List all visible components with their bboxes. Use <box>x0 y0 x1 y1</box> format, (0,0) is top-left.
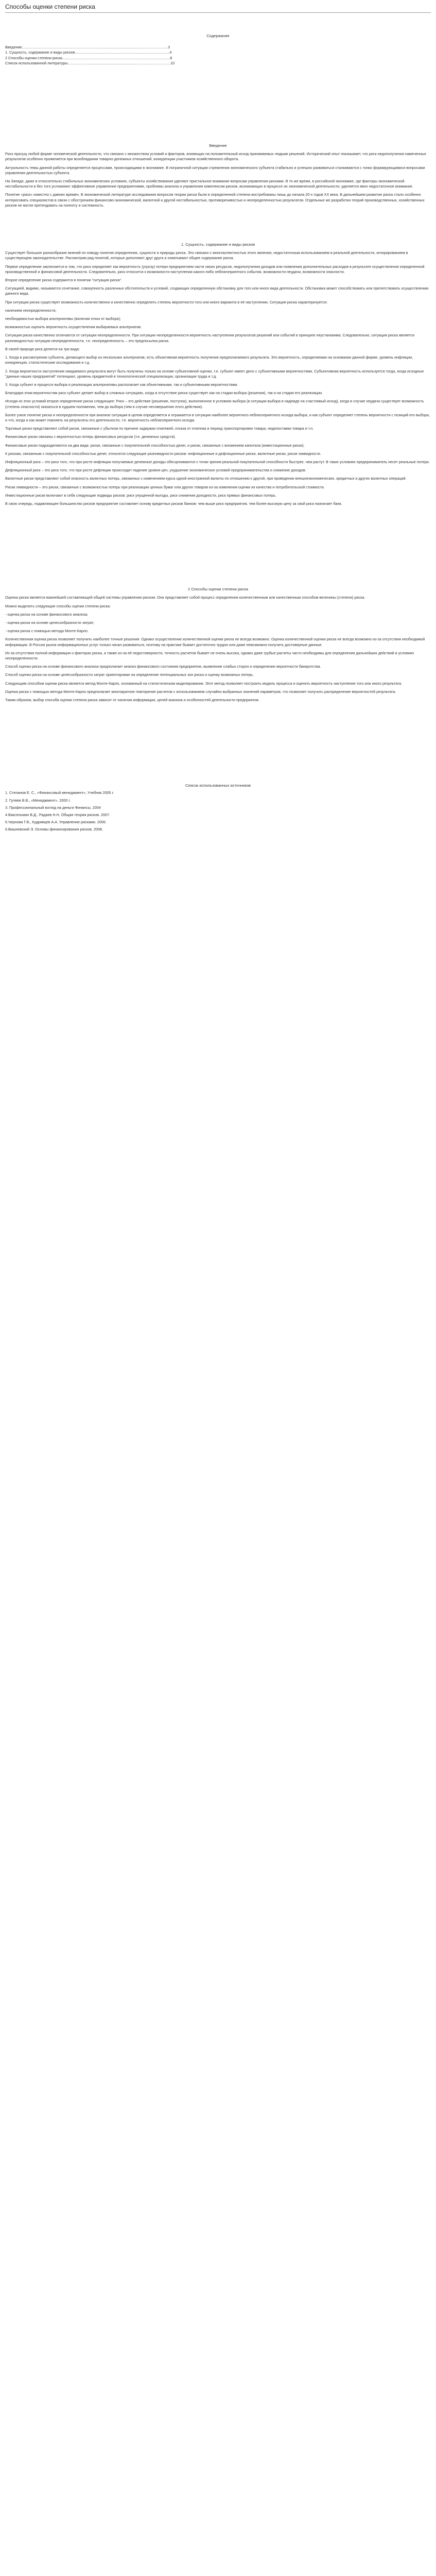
page-title: Способы оценки степени риска <box>5 3 95 10</box>
paragraph: Из-за отсутствия полной информации о факторах риска, а также из-за её недостоверности, точность расчетов бывает не очень высока, однако даже грубые расчеты часто необходимы для определения дальнейших действий в условиях неопределенности. <box>5 650 414 660</box>
paragraph: В своей природе риск делится на три вида: <box>5 346 80 351</box>
source-item: 4.Ваксельман В.Д., Радаев Н.Н. Общая теория рисков. 2007. <box>5 812 111 818</box>
paragraph: 3. Когда субъект в процессе выбора и реализации альтернативы располагает как объективными, так и субъективными вероятностями. <box>5 382 238 387</box>
paragraph: наличием неопределенности; <box>5 308 57 313</box>
paragraph: Можно выделить следующие способы оценки степени риска: <box>5 603 111 608</box>
paragraph: Ситуацией, видимо, называется сочетание, совокупность различных обстоятельств и условий, создающих определенную обстановку для того или иного вида деятельности. Обстановка может способствовать или препятствовать осуществлению данного вида. <box>5 286 429 296</box>
paragraph: - оценка риска на основе целесообразности затрат; <box>5 620 95 625</box>
intro-title: Введение <box>209 143 227 148</box>
table-of-contents <box>5 33 431 66</box>
toc-line: Список использованной литературы....................................................................................................10 <box>5 60 175 65</box>
paragraph: Первое определение заключается в том, что риск определяет как вероятность (угрозу) потери предприятием части своих ресурсов, недополучения доходов или появления дополнительных расходов в результате осуществления определенной производственной и финансовой деятельности. Следовательно, риск относится к возможности наступления какого-либо неблагоприятного события, возможности неудачи, возможности опасности. <box>5 264 425 274</box>
paragraph: При ситуации риска существует возможность количественно и качественно определить степень вероятности того или иного варианта в её наступлении. Ситуация риска характеризуется: <box>5 299 327 304</box>
paragraph: Второе определение риска содержится в понятии "ситуация риска". <box>5 278 123 283</box>
toc-line: Введение..............................................................................................................................................3 <box>5 45 170 50</box>
paragraph: Инфляционный риск – это риск того, что при росте инфляции получаемые денежные доходы обесцениваются с точки зрения реальной покупательной способности быстрее, чем растут. В таких условиях предприниматель несет реальные потери. <box>5 459 430 464</box>
paragraph: К рискам, связанным с покупательной способностью денег, относятся следующие разновидности рисков: инфляционные и дефляционные риски, валютные риски, риски ликвидности. <box>5 451 321 456</box>
paragraph: Понятие «риск» известно с давних времен. В экономической литературе исследования вопросов теории риска были в определенной степени востребованы лишь до начала 20-х годов ХХ века. В дальнейшем развитие риска стало особенно интересовать специалистов в связи с обострением финансово-экономической, валютной и другой нестабильностью, противоречивостью и неопределенностью результатов. Отдельные же разработки теорий производственных, хозяйственных рисков не могли претендовать на полноту и системность. <box>5 192 425 208</box>
paragraph: возможностью оценить вероятность осуществления выбираемых альтернатив. <box>5 325 142 330</box>
paragraph: 2. Когда вероятности наступления ожидаемого результата могут быть получены только на основе субъективной оценки, т.е. субъект имеет дело с субъективными вероятностями. Субъективная вероятность используется тогда, когда исходные "данные наших предприятий" потенциал, уровень предметной в технологической специализации, организации труда и т.д. <box>5 368 424 379</box>
paragraph: Более узкое понятие риска и неопределенности при анализе ситуации в целом определяется и отражается в ситуации наиболее вероятного неблагоприятного исхода выбора, и как субъект определяет степень вероятности с позиций его выбора, и что, когда и как может повлиять на результаты его деятельности, т.е. вероятность неблагоприятного исхода. <box>5 412 430 422</box>
paragraph: необходимостью выбора альтернативы (включая отказ от выбора); <box>5 316 121 321</box>
paragraph: Валютные риски представляют собой опасность валютных потерь, связанных с изменением курса одной иностранной валюты по отношению к другой, при проведении внешнеэкономических, кредитных и других валютных операций. <box>5 476 407 481</box>
source-item: 3. Профессиональный взгляд на деньги Финансы, 2004 <box>5 805 101 810</box>
paragraph: Оценка риска с помощью метода Монте-Карло предполагает многократное повторение расчетов с использованием случайно выбранных значений параметров, что позволяет получить распределение вероятностей результата. <box>5 689 396 694</box>
paragraph: В свою очередь, подавляющее большинство рисков предприятие составляет основу кредитных рисков банков: чем выше риск предприятия, тем более высокую цену за свой риск назначает банк. <box>5 501 342 506</box>
source-item: 2. Гуляев В.В., «Менеджмент». 2000 г. <box>5 798 71 803</box>
source-item: 5.Чернова Г.В., Кудрявцев А.А. Управление рисками. 2006. <box>5 820 107 825</box>
sources-section <box>5 783 431 832</box>
paragraph: Инвестиционные риски включают в себя следующие подвиды рисков: риск упущенной выгоды, риск снижения доходности, риск прямых финансовых потерь. <box>5 493 276 498</box>
paragraph: Риск присущ любой форме человеческой деятельности, что связано с множеством условий и факторов, влияющих на положительный исход принимаемых людьми решений. Исторический опыт показывает, что риск недополучения намеченных результатов особенно проявляется при возобладании товарно-денежных отношений, конкуренции участников хозяйственного оборота. <box>5 151 426 162</box>
toc-title: Содержание <box>206 33 230 38</box>
paragraph: 1. Когда в рассмотрении субъекта, делающего выбор из нескольких альтернатив, есть объективная вероятность получения предполагаемого результата. Это вероятность, определяемая на основании данной фирме, уровень инфляции, конкуренция, статистические исследования и т.д. <box>5 355 413 365</box>
page-header <box>0 0 436 13</box>
paragraph: Торговые риски представляют собой риски, связанные с убытком по причине задержки платежей, отказа от платежа в период транспортировки товара, недопоставки товара и т.п. <box>5 426 314 431</box>
paragraph: Финансовые риски связаны с вероятностью потерь финансовых ресурсов (т.е. денежных средств). <box>5 434 176 439</box>
section-1 <box>5 242 431 506</box>
toc-line: 2 Способы оценки степени риска.........................................................................................................8 <box>5 55 172 60</box>
paragraph: Существует большое разнообразие мнений по поводу понятия определения, сущности и природы риска. Это связано с многоаспектностью этого явления, недостаточным использованием в реальной деятельности, игнорированием в существующем законодательстве. Рассмотрим ряд понятий, которые дополняют друг друга и охватывают общее содержание риска. <box>5 250 408 261</box>
paragraph: Таким образом, выбор способа оценки степени риска зависит от наличия информации, целей анализа и особенностей деятельности предприятия. <box>5 698 259 702</box>
intro-section <box>5 143 431 208</box>
paragraph: - оценка риска на основе финансового анализа; <box>5 612 89 617</box>
document-body <box>0 13 436 855</box>
section-2 <box>5 587 431 703</box>
paragraph: Способ оценки риска на основе целесообразности затрат ориентирован на определение потенциальных зон риска и оценку возможных потерь. <box>5 672 254 677</box>
paragraph: Количественная оценка риска позволяет получить наиболее точные решения. Однако осуществление количественной оценки риска не всегда возможно. Оценка количественной оценки риска не всегда возможно из-за отсутствия необходимой информации. В России рынок информационных услуг только начал развиваться, поэтому на практике бывает достаточно трудно или даже невозможно получить достоверные данные. <box>5 637 425 647</box>
paragraph: Оценка риска является важнейшей составляющей общей системы управления риском. Она представляет собой процесс определения количественным или качественным способом величины (степени) риска. <box>5 595 365 600</box>
paragraph: Риски ликвидности – это риски, связанные с возможностью потерь при реализации ценных бумаг или других товаров из-за изменения оценки их качества и потребительской стоимости. <box>5 484 325 489</box>
paragraph: Ситуация риска качественно отличается от ситуации неопределенности. При ситуации неопределенности вероятность наступления результатов решений или событий в принципе неустановима. Следовательно, ситуация риска является разновидностью ситуации неопределенности, т.е. неопределенность – это предпосылка риска. <box>5 333 414 343</box>
paragraph: Исходя из этих условий второе определение риска следующее: Риск – это действие (решение, поступок), выполненное в условиях выбора (в ситуации выбора в надежде на счастливый исход), когда в случае неудачи существует возможность (степень опасности) оказаться в худшем положении, чем до выбора (чем в случае несовершения этого действия). <box>5 399 424 409</box>
paragraph: Следующим способом оценки риска является метод Монте-Карло, основанный на статистическом моделировании. Этот метод позволяет построить модель процесса и оценить вероятность наступления того или иного результата. <box>5 681 403 686</box>
section-1-title: 1. Сущность, содержание и виды рисков <box>181 242 255 247</box>
source-item: 6.Вишневский Э. Основы финансирования рисков. 2008. <box>5 827 103 832</box>
source-item: 1. Степанов Е. С., «Финансовый менеджмент», Учебник 2005 г. <box>5 790 114 795</box>
paragraph: На Западе, даже в относительно стабильных экономических условиях, субъекты хозяйствования уделяют пристальное внимание вопросам управления рисками. В то же время, в российской экономике, где факторы экономической нестабильности в без того усложняют эффективное управление предприятиями, проблемы анализа и управления комплексом рисков, возникающих в процессе их экономической деятельности, уделяется явно недостаточное внимание. <box>5 179 413 189</box>
section-2-title: 2 Способы оценки степени риска <box>187 587 249 592</box>
paragraph: - оценка риска с помощью метода Монте-Карло. <box>5 629 89 634</box>
paragraph: Финансовые риски подразделяются на два вида: риски, связанные с покупательной способностью денег, и риски, связанные с вложением капитала (инвестиционные риски). <box>5 443 305 448</box>
paragraph: Дефляционный риск – это риск того, что при росте дефляции происходит падение уровня цен, ухудшение экономических условий предпринимательства и снижение доходов. <box>5 468 306 473</box>
paragraph: Благодаря этим вероятностям риск субъект делает выбор в сложных ситуациях, когда в отсутствие риска существует как на стадии выбора (решения), так и на стадии его реализации. <box>5 391 323 396</box>
paragraph: Способ оценки риска на основе финансового анализа предполагает анализ финансового состояния предприятия, выявление слабых сторон и определение вероятности банкротства. <box>5 664 321 669</box>
toc-line: 1. Сущность, содержание и виды рисков............................................................................................4 <box>5 50 172 55</box>
sources-title: Список использованных источников <box>185 783 251 788</box>
paragraph: Актуальность темы данной работы определяется процессами, происходящими в экономике. В пограничной ситуации стремления экономического субъекта стабильно и успешно развиваться сталкиваются с тонко формирующимися вопросами управления деятельностью субъекта. <box>5 165 425 175</box>
